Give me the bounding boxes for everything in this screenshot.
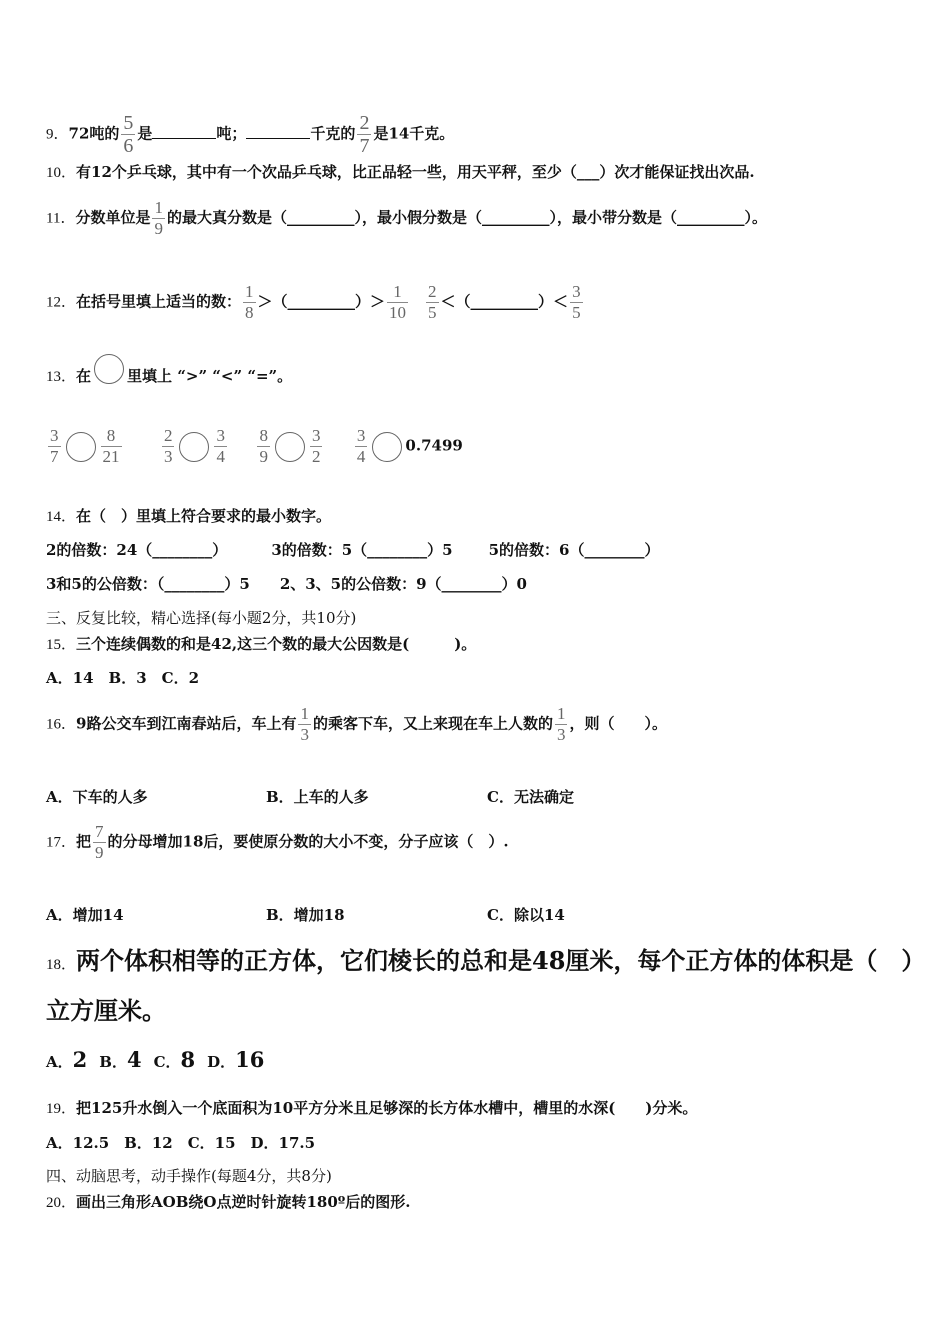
question-number: 16． xyxy=(46,716,77,733)
question-13: 13．在 里填上 “>” “<” “=”。 xyxy=(46,362,292,392)
question-11: 11．分数单位是 $\frac{1}{9}$ 的最大真分数是（_________），最小假分数是（_________），最小带分数是（_________）。 xyxy=(46,198,767,238)
section-heading: 三、反复比较，精心选择(每小题2分，共10分) xyxy=(46,609,357,627)
question-number: 17． xyxy=(46,834,77,851)
fraction: $\frac{3}{2}$ xyxy=(311,426,321,466)
fraction: $\frac{1}{3}$ xyxy=(300,704,309,744)
fraction: $\frac{3}{4}$ xyxy=(356,426,366,466)
question-14-row1: 2的倍数：24（________） 3的倍数：5（________）5 5的倍数：6（________） xyxy=(46,541,660,559)
fraction: $\frac{7}{9}$ xyxy=(95,822,104,862)
question-number: 12． xyxy=(46,294,77,311)
question-18: 18．两个体积相等的正方体，它们棱长的总和是48厘米，每个正方体的体积是（ ） xyxy=(46,946,926,975)
fraction: $\frac{2}{7}$ xyxy=(359,112,370,157)
fraction: $\frac{3}{4}$ xyxy=(216,426,225,466)
option-a[interactable]: A．增加14 xyxy=(46,906,124,924)
fraction: $\frac{2}{5}$ xyxy=(428,282,437,322)
question-number: 20． xyxy=(46,1195,77,1211)
fraction: $\frac{5}{6}$ xyxy=(123,112,134,157)
fraction: $\frac{3}{7}$ xyxy=(50,426,59,466)
fraction: $\frac{1}{9}$ xyxy=(154,198,163,238)
question-text: 把125升水倒入一个底面积为10平方分米且足够深的长方体水槽中，槽里的水深( )分米。 xyxy=(76,1099,698,1117)
question-14-row2: 3和5的公倍数：（________）5 2、3、5的公倍数：9（________）0 xyxy=(46,575,527,593)
question-text: 有12个乒乓球，其中有一个次品乒乓球，比正品轻一些，用天平秤，至少（___）次才能保证找出次品. xyxy=(76,163,755,181)
question-14 xyxy=(46,506,331,527)
question-18-line2: 立方厘米。 xyxy=(46,996,166,1025)
question-number: 13． xyxy=(46,369,77,385)
question-number: 14． xyxy=(46,509,77,525)
question-text: 画出三角形AOB绕O点逆时针旋转180º后的图形. xyxy=(76,1193,411,1211)
question-13-items xyxy=(46,426,463,467)
option-b[interactable]: B．增加18 xyxy=(266,906,345,924)
question-15 xyxy=(46,634,476,655)
compare-circle[interactable] xyxy=(179,432,209,462)
question-number: 18． xyxy=(46,957,77,973)
question-number: 11． xyxy=(46,210,76,227)
question-18-options[interactable]: A．2 B．4 C．8 D．16 xyxy=(46,1047,265,1072)
option-c[interactable]: C．无法确定 xyxy=(487,788,574,806)
question-text: 三个连续偶数的和是42,这三个数的最大公因数是( )。 xyxy=(76,635,477,653)
question-19 xyxy=(46,1098,697,1119)
question-number: 10． xyxy=(46,165,77,181)
fraction: $\frac{3}{5}$ xyxy=(572,282,581,322)
compare-circle[interactable] xyxy=(66,432,96,462)
question-text: 在（ ）里填上符合要求的最小数字。 xyxy=(76,507,332,525)
question-20 xyxy=(46,1192,411,1213)
decimal-value: 0.7499 xyxy=(405,436,463,455)
question-10 xyxy=(46,162,755,183)
answer-blank[interactable] xyxy=(246,124,310,139)
section-heading: 四、动脑思考，动手操作(每题4分，共8分) xyxy=(46,1167,332,1185)
fraction: $\frac{8}{9}$ xyxy=(259,426,268,466)
compare-circle[interactable] xyxy=(372,432,402,462)
option-c[interactable]: C．除以14 xyxy=(487,906,565,924)
fraction: $\frac{1}{8}$ xyxy=(245,282,254,322)
question-16: 16．9路公交车到江南春站后，车上有 $\frac{1}{3}$ 的乘客下车，又上来现在车上人数的 $\frac{1}{3}$ ，则（ ）。 xyxy=(46,704,667,744)
compare-circle[interactable] xyxy=(275,432,305,462)
question-number: 9． xyxy=(46,126,69,143)
question-9: 9．72吨的 $\frac{5}{6}$ 是 吨； 千克的 $\frac{2}{7}$ 是14千克。 xyxy=(46,112,455,157)
compare-circle-icon xyxy=(94,354,124,384)
fraction: $\frac{8}{21}$ xyxy=(102,426,120,466)
question-number: 15． xyxy=(46,637,77,653)
question-12: 12．在括号里填上适当的数： $\frac{1}{8}$ ＞（_________）＞ $\frac{1}{10}$ $\frac{2}{5}$ ＜（_________）＜ $\frac{3}{5}$ xyxy=(46,282,581,322)
question-15-options[interactable]: A．14 B．3 C．2 xyxy=(46,669,200,687)
answer-blank[interactable] xyxy=(152,124,216,139)
fraction: $\frac{1}{3}$ xyxy=(556,704,566,744)
question-19-options[interactable]: A．12.5 B．12 C．15 D．17.5 xyxy=(46,1134,316,1152)
question-17: 17．把 $\frac{7}{9}$ 的分母增加18后，要使原分数的大小不变，分子应该（ ）. xyxy=(46,822,509,862)
fraction: $\frac{2}{3}$ xyxy=(163,426,173,466)
option-b[interactable]: B．上车的人多 xyxy=(266,788,369,806)
option-a[interactable]: A．下车的人多 xyxy=(46,788,148,806)
question-number: 19． xyxy=(46,1101,77,1117)
fraction: $\frac{1}{10}$ xyxy=(389,282,407,322)
